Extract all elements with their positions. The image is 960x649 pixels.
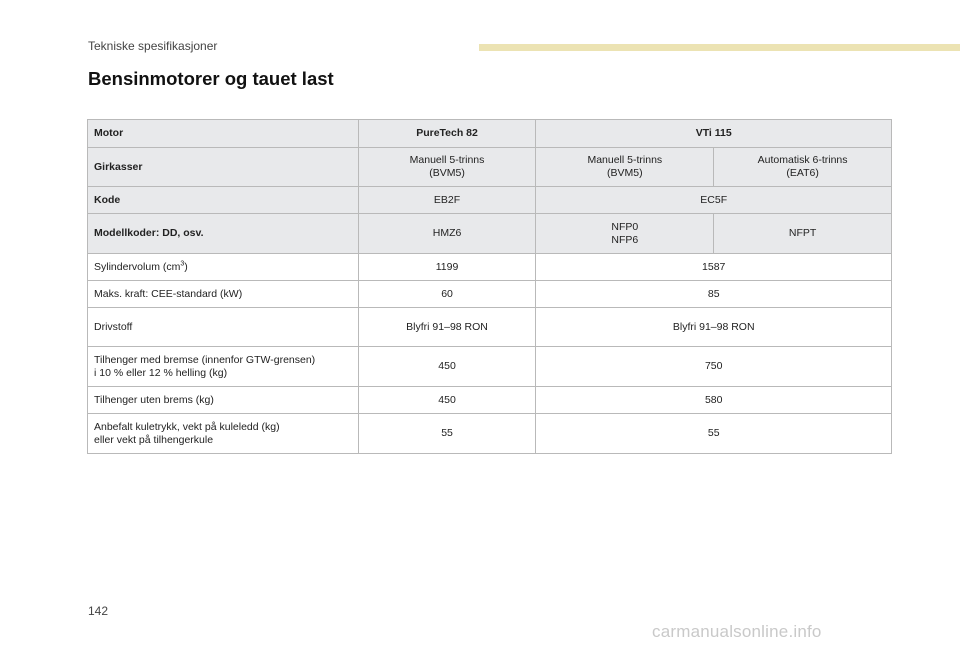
table-row-motor: [88, 120, 892, 148]
spec-table: [87, 119, 892, 454]
table-row-sylindervolum: [88, 254, 892, 281]
sylindervolum-value-2: 1587: [536, 254, 892, 281]
kraft-label: Maks. kraft: CEE-standard (kW): [88, 281, 359, 308]
tilhenger-brems-value-1: 450: [358, 347, 536, 387]
girkasser-label: Girkasser: [88, 148, 359, 187]
watermark: carmanualsonline.info: [652, 622, 822, 641]
modellkode-2: NFP0 NFP6: [536, 214, 714, 254]
motor-label: Motor: [88, 120, 359, 148]
kode-value-1: EB2F: [358, 187, 536, 214]
table-row-girkasser: [88, 148, 892, 187]
girkasse-2: Manuell 5-trinns (BVM5): [536, 148, 714, 187]
page-title: Bensinmotorer og tauet last: [88, 68, 334, 89]
kuletrykk-label: Anbefalt kuletrykk, vekt på kuleledd (kg) eller vekt på tilhengerkule: [88, 414, 359, 454]
tilhenger-uten-value-2: 580: [536, 387, 892, 414]
kraft-value-2: 85: [536, 281, 892, 308]
girkasse-3: Automatisk 6-trinns (EAT6): [714, 148, 892, 187]
tilhenger-brems-value-2: 750: [536, 347, 892, 387]
modellkode-1: HMZ6: [358, 214, 536, 254]
table-row-kraft: [88, 281, 892, 308]
kode-label: Kode: [88, 187, 359, 214]
table-row-tilhenger-uten: [88, 387, 892, 414]
tilhenger-uten-value-1: 450: [358, 387, 536, 414]
table-row-kode: [88, 187, 892, 214]
sylindervolum-label: Sylindervolum $(cm^3)$: [88, 254, 359, 281]
table-row-kuletrykk: [88, 414, 892, 454]
modellkode-3: NFPT: [714, 214, 892, 254]
header-accent-bar: [479, 44, 960, 51]
drivstoff-label: Drivstoff: [88, 308, 359, 347]
kraft-value-1: 60: [358, 281, 536, 308]
modellkoder-label: Modellkoder: DD, osv.: [88, 214, 359, 254]
tilhenger-brems-label: Tilhenger med bremse (innenfor GTW-grensen) i 10 % eller 12 % helling (kg): [88, 347, 359, 387]
table-row-tilhenger-brems: [88, 347, 892, 387]
table-row-modellkoder: [88, 214, 892, 254]
sylindervolum-value-1: 1199: [358, 254, 536, 281]
engine-vti: VTi 115: [536, 120, 892, 148]
kuletrykk-value-2: 55: [536, 414, 892, 454]
tilhenger-uten-label: Tilhenger uten brems (kg): [88, 387, 359, 414]
girkasse-1: Manuell 5-trinns (BVM5): [358, 148, 536, 187]
kode-value-2: EC5F: [536, 187, 892, 214]
engine-puretech: PureTech 82: [358, 120, 536, 148]
page-number: 142: [88, 604, 109, 618]
table-row-drivstoff: [88, 308, 892, 347]
kuletrykk-value-1: 55: [358, 414, 536, 454]
section-label: Tekniske spesifikasjoner: [88, 39, 218, 53]
drivstoff-value-2: Blyfri 91–98 RON: [536, 308, 892, 347]
drivstoff-value-1: Blyfri 91–98 RON: [358, 308, 536, 347]
